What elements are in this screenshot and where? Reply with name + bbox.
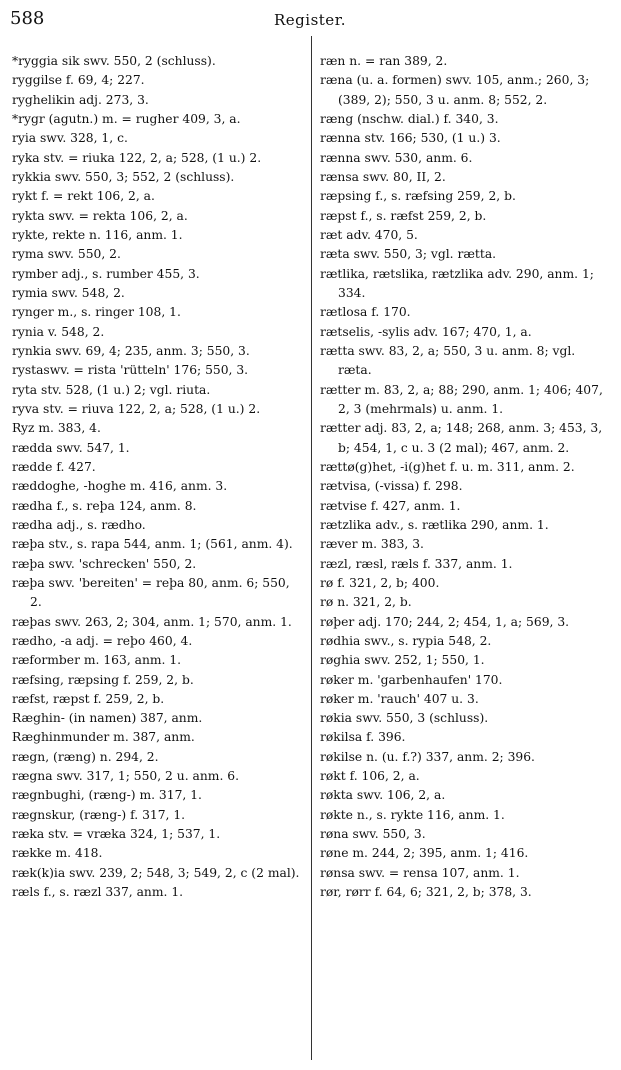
register-entry: rynia v. 548, 2. — [12, 324, 105, 339]
running-title: Register. — [274, 11, 346, 29]
register-entry: rætlika, rætslika, rætzlika adv. 290, anm. 1; 334. — [320, 266, 594, 300]
register-entry: rynkia swv. 69, 4; 235, anm. 3; 550, 3. — [12, 343, 250, 358]
register-entry: ræfst, ræpst f. 259, 2, b. — [12, 691, 165, 706]
register-entry: ryma swv. 550, 2. — [12, 247, 121, 262]
left-column — [12, 52, 304, 902]
register-entry: rør, rørr f. 64, 6; 321, 2, b; 378, 3. — [320, 885, 532, 900]
register-entry: ryia swv. 328, 1, c. — [12, 131, 128, 146]
register-entry: røþer adj. 170; 244, 2; 454, 1, a; 569, 3. — [320, 614, 570, 629]
register-entry: ryta stv. 528, (1 u.) 2; vgl. riuta. — [12, 382, 211, 397]
register-entry: rætlosa f. 170. — [320, 305, 411, 320]
register-entry: rænna stv. 166; 530, (1 u.) 3. — [320, 131, 501, 146]
register-entry: røkilsa f. 396. — [320, 730, 406, 745]
register-entry: rykkia swv. 550, 3; 552, 2 (schluss). — [12, 169, 235, 184]
register-entry: ræka stv. = vræka 324, 1; 537, 1. — [12, 827, 221, 842]
right-column — [320, 52, 612, 902]
page-number: 588 — [10, 8, 45, 29]
page-header — [10, 8, 610, 34]
register-entry: ræþa swv. 'schrecken' 550, 2. — [12, 556, 197, 571]
register-entry: rægnbughi, (ræng-) m. 317, 1. — [12, 788, 202, 803]
register-entry: rymia swv. 548, 2. — [12, 285, 125, 300]
register-entry: rø n. 321, 2, b. — [320, 595, 412, 610]
register-entry: Ryz m. 383, 4. — [12, 421, 101, 436]
register-entry: røkte n., s. rykte 116, anm. 1. — [320, 807, 505, 822]
register-entry: ræþa stv., s. rapa 544, anm. 1; (561, anm. 4). — [12, 537, 293, 552]
register-entry: ryggilse f. 69, 4; 227. — [12, 73, 145, 88]
register-entry: røne m. 244, 2; 395, anm. 1; 416. — [320, 846, 529, 861]
register-entry: rænsa swv. 80, II, 2. — [320, 169, 446, 184]
register-entry: ræddoghe, -hoghe m. 416, anm. 3. — [12, 479, 228, 494]
register-entry: rynger m., s. ringer 108, 1. — [12, 305, 181, 320]
register-entry: rædho, -a adj. = reþo 460, 4. — [12, 633, 193, 648]
register-entry: ræls f., s. ræzl 337, anm. 1. — [12, 885, 184, 900]
register-entry: rø f. 321, 2, b; 400. — [320, 575, 440, 590]
register-entry: Ræghin- (in namen) 387, anm. — [12, 711, 203, 726]
register-entry: ryghelikin adj. 273, 3. — [12, 92, 149, 107]
register-entry: røkia swv. 550, 3 (schluss). — [320, 711, 489, 726]
register-entry: rætvise f. 427, anm. 1. — [320, 498, 461, 513]
register-entry: røghia swv. 252, 1; 550, 1. — [320, 653, 485, 668]
register-entry: røker m. 'rauch' 407 u. 3. — [320, 691, 479, 706]
register-entry: ræta swv. 550, 3; vgl. rætta. — [320, 247, 497, 262]
register-entry: rægna swv. 317, 1; 550, 2 u. anm. 6. — [12, 769, 239, 784]
register-entry: ræver m. 383, 3. — [320, 537, 424, 552]
register-entry: rætta swv. 83, 2, a; 550, 3 u. anm. 8; vgl. ræta. — [320, 343, 576, 378]
register-entry: røkt f. 106, 2, a. — [320, 769, 420, 784]
register-entry: rægnskur, (ræng-) f. 317, 1. — [12, 807, 186, 822]
register-entry: rædde f. 427. — [12, 459, 96, 474]
register-entry: ræpst f., s. ræfst 259, 2, b. — [320, 208, 487, 223]
register-entry: ræzl, ræsl, ræls f. 337, anm. 1. — [320, 556, 513, 571]
register-entry: ræfsing, ræpsing f. 259, 2, b. — [12, 672, 194, 687]
register-entry: rønsa swv. = rensa 107, anm. 1. — [320, 865, 520, 880]
register-entry: røker m. 'garbenhaufen' 170. — [320, 672, 503, 687]
register-entry: ræng (nschw. dial.) f. 340, 3. — [320, 111, 499, 126]
register-entry: rykte, rekte n. 116, anm. 1. — [12, 227, 183, 242]
register-entry: rædda swv. 547, 1. — [12, 440, 130, 455]
register-entry: rymber adj., s. rumber 455, 3. — [12, 266, 200, 281]
register-entry: ræpsing f., s. ræfsing 259, 2, b. — [320, 189, 516, 204]
register-entry: rætter adj. 83, 2, a; 148; 268, anm. 3; 453, 3, b; 454, 1, c u. 3 (2 mal); 467, anm. 2. — [320, 421, 603, 455]
register-entry: røkta swv. 106, 2, a. — [320, 788, 446, 803]
register-entry: ræt adv. 470, 5. — [320, 227, 418, 242]
register-entry: *ryggia sik swv. 550, 2 (schluss). — [12, 54, 216, 68]
register-entry: ræk(k)ia swv. 239, 2; 548, 3; 549, 2, c (2 mal). — [12, 865, 300, 880]
register-entry: *rygr (agutn.) m. = rugher 409, 3, a. — [12, 111, 241, 126]
register-entry: røkilse n. (u. f.?) 337, anm. 2; 396. — [320, 749, 535, 764]
register-entry: rykt f. = rekt 106, 2, a. — [12, 189, 155, 204]
register-entry: Ræghinmunder m. 387, anm. — [12, 730, 195, 745]
register-entry: ræformber m. 163, anm. 1. — [12, 653, 182, 668]
register-entry: rædha f., s. reþa 124, anm. 8. — [12, 498, 197, 513]
register-entry: ræþas swv. 263, 2; 304, anm. 1; 570, anm. 1. — [12, 614, 292, 629]
register-entry: rætselis, -sylis adv. 167; 470, 1, a. — [320, 324, 532, 339]
column-divider — [311, 36, 312, 1060]
register-entry: rædha adj., s. rædho. — [12, 517, 146, 532]
register-entry: ryka stv. = riuka 122, 2, a; 528, (1 u.) 2. — [12, 150, 262, 165]
register-entry: rætvisa, (-vissa) f. 298. — [320, 479, 463, 494]
register-entry: rægn, (ræng) n. 294, 2. — [12, 749, 159, 764]
register-entry: ræna (u. a. formen) swv. 105, anm.; 260, 3; (389, 2); 550, 3 u. anm. 8; 552, 2. — [320, 73, 590, 107]
register-entry: ræn n. = ran 389, 2. — [320, 54, 448, 68]
register-entry: rætter m. 83, 2, a; 88; 290, anm. 1; 406; 407, 2, 3 (mehrmals) u. anm. 1. — [320, 382, 603, 416]
register-entry: rykta swv. = rekta 106, 2, a. — [12, 208, 188, 223]
register-entry: røna swv. 550, 3. — [320, 827, 426, 842]
register-entry: ryva stv. = riuva 122, 2, a; 528, (1 u.) 2. — [12, 401, 261, 416]
register-entry: rystaswv. = rista 'rütteln' 176; 550, 3. — [12, 363, 249, 378]
register-entry: rætzlika adv., s. rætlika 290, anm. 1. — [320, 517, 549, 532]
register-entry: rødhia swv., s. rypia 548, 2. — [320, 633, 492, 648]
register-entry: rænna swv. 530, anm. 6. — [320, 150, 473, 165]
register-entry: ræþa swv. 'bereiten' = reþa 80, anm. 6; 550, 2. — [12, 575, 290, 610]
register-entry: rættø(g)het, -i(g)het f. u. m. 311, anm. 2. — [320, 459, 575, 474]
register-entry: række m. 418. — [12, 846, 103, 861]
